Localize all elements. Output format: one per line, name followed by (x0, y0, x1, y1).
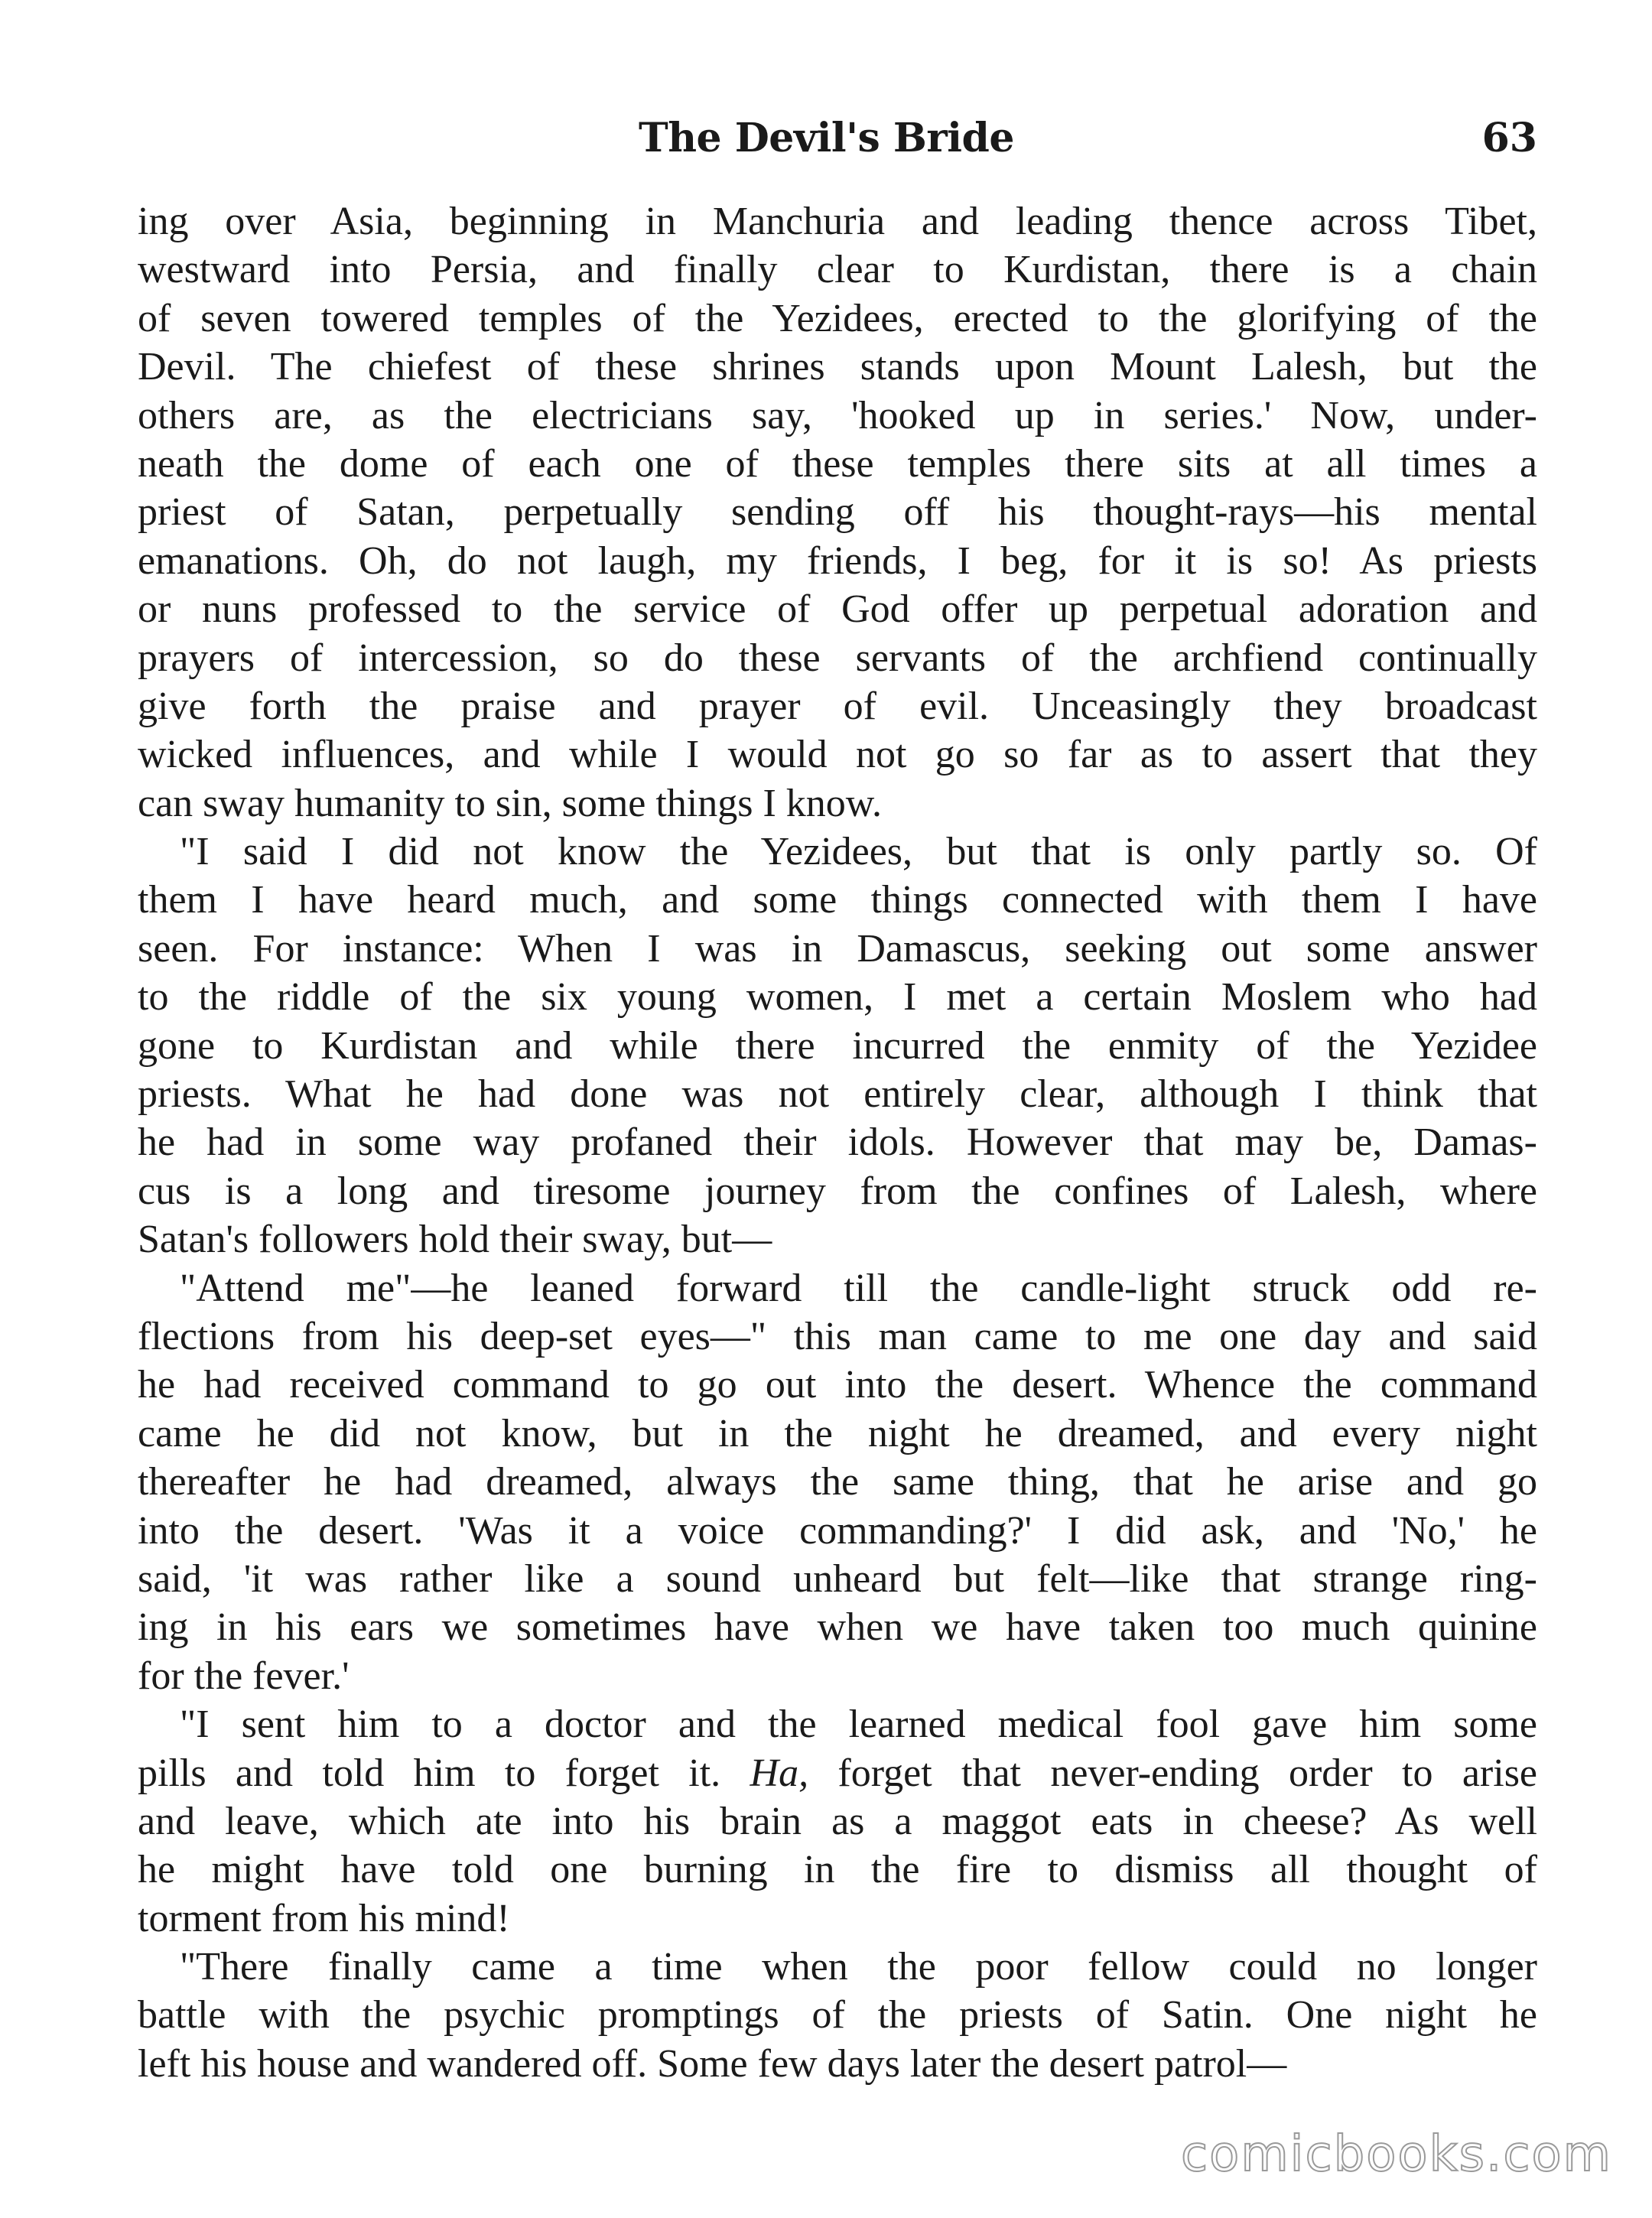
text-line: of seven towered temples of the Yezidees, erected to the glorifying of the (138, 296, 1537, 340)
paragraph (138, 1264, 1537, 1701)
text-line: them I have heard much, and some things connected with them I have (138, 878, 1537, 922)
text-line: battle with the psychic promptings of the priests of Satin. One night he (138, 1993, 1537, 2038)
text-line: to the riddle of the six young women, I met a certain Moslem who had (138, 975, 1537, 1020)
text-line: Satan's followers hold their sway, but— (138, 1218, 772, 1262)
text-line: cus is a long and tiresome journey from the confines of Lalesh, where (138, 1169, 1537, 1213)
text-line: or nuns professed to the service of God offer up perpetual adoration and (138, 587, 1537, 632)
text-line: "I sent him to a doctor and the learned medical fool gave him some (180, 1703, 1537, 1747)
page-number: 63 (1481, 115, 1537, 161)
paragraph (138, 1943, 1537, 2088)
text-line: priest of Satan, perpetually sending off his thought-rays—his mental (138, 490, 1537, 535)
text-line: pills and told him to forget it. Ha, forget that never-ending order to arise (138, 1751, 1537, 1795)
running-head (138, 115, 1537, 176)
text-line: wicked influences, and while I would not go so far as to assert that they (138, 733, 1537, 777)
text-line: left his house and wandered off. Some few days later the desert patrol— (138, 2041, 1287, 2086)
text-line: neath the dome of each one of these temples there sits at all times a (138, 441, 1537, 486)
paragraph (138, 1700, 1537, 1943)
paragraph (138, 828, 1537, 1264)
text-line: said, 'it was rather like a sound unheard but felt—like that strange ring- (138, 1556, 1537, 1601)
text-line: and leave, which ate into his brain as a maggot eats in cheese? As well (138, 1799, 1537, 1843)
text-line: he had in some way profaned their idols. However that may be, Damas- (138, 1120, 1537, 1165)
text-line: gone to Kurdistan and while there incurred the enmity of the Yezidee (138, 1023, 1537, 1068)
text-line: ing in his ears we sometimes have when we have taken too much quinine (138, 1605, 1537, 1650)
text-line: "There finally came a time when the poor fellow could no longer (180, 1945, 1537, 1989)
body-text (138, 197, 1537, 2088)
text-line: priests. What he had done was not entirely clear, although I think that (138, 1072, 1537, 1117)
text-line: for the fever.' (138, 1654, 350, 1698)
text-line: others are, as the electricians say, 'hooked up in series.' Now, under- (138, 393, 1537, 437)
text-line: ing over Asia, beginning in Manchuria and leading thence across Tibet, (138, 200, 1537, 243)
text-line: westward into Persia, and finally clear to Kurdistan, there is a chain (138, 248, 1537, 292)
text-line: prayers of intercession, so do these servants of the archfiend continually (138, 636, 1537, 680)
text-line: "Attend me"—he leaned forward till the candle-light struck odd re- (180, 1266, 1537, 1310)
text-line: he had received command to go out into the desert. Whence the command (138, 1363, 1537, 1407)
text-line: thereafter he had dreamed, always the same thing, that he arise and go (138, 1460, 1537, 1504)
text-line: torment from his mind! (138, 1896, 510, 1940)
text-line: give forth the praise and prayer of evil. Unceasingly they broadcast (138, 684, 1537, 728)
text-line: Devil. The chiefest of these shrines stands upon Mount Lalesh, but the (138, 345, 1537, 389)
text-line: came he did not know, but in the night he dreamed, and every night (138, 1411, 1537, 1455)
text-line: can sway humanity to sin, some things I know. (138, 781, 882, 825)
running-title: The Devil's Bride (639, 115, 1014, 161)
text-line: he might have told one burning in the fire to dismiss all thought of (138, 1848, 1537, 1892)
text-line: flections from his deep-set eyes—" this man came to me one day and said (138, 1314, 1537, 1358)
text-line: emanations. Oh, do not laugh, my friends, I beg, for it is so! As priests (138, 538, 1537, 583)
text-line: seen. For instance: When I was in Damascus, seeking out some answer (138, 926, 1537, 971)
text-line: "I said I did not know the Yezidees, but that is only partly so. Of (180, 830, 1537, 874)
watermark-logo: comicbooks.com (1180, 2126, 1612, 2183)
paragraph (138, 197, 1537, 828)
text-line: into the desert. 'Was it a voice commanding?' I did ask, and 'No,' he (138, 1508, 1537, 1553)
